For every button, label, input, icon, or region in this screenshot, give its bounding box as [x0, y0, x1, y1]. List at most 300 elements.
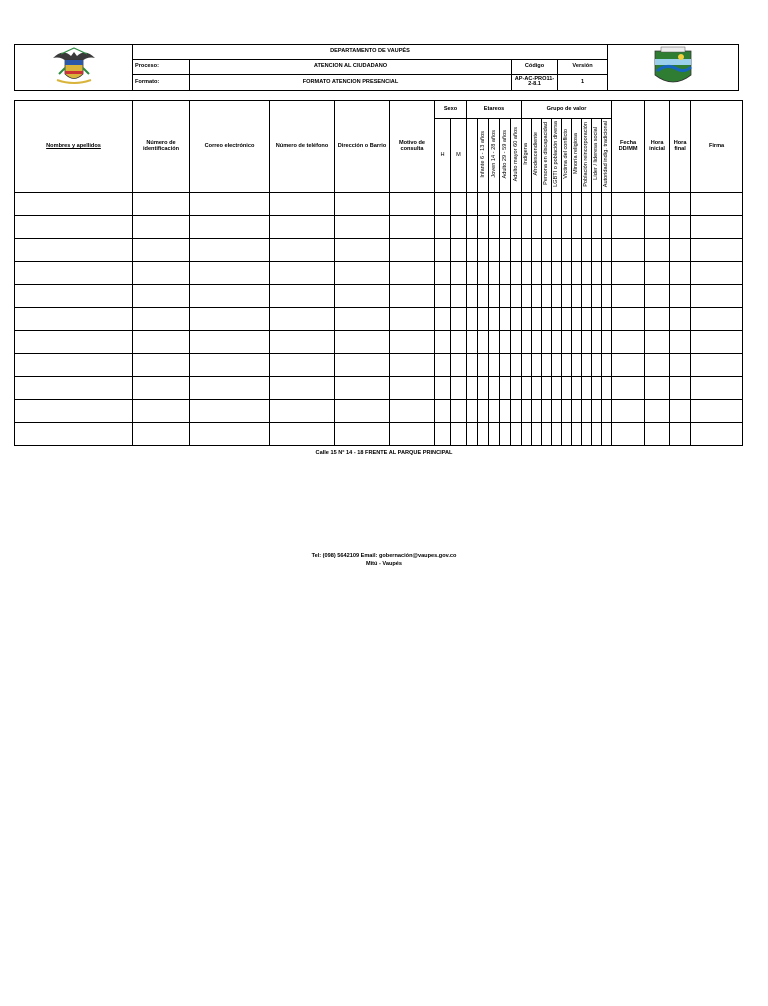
table-cell[interactable] — [612, 215, 645, 238]
table-cell[interactable] — [390, 307, 435, 330]
table-cell[interactable] — [552, 353, 562, 376]
table-cell[interactable] — [582, 307, 592, 330]
table-cell[interactable] — [645, 399, 670, 422]
table-cell[interactable] — [478, 330, 489, 353]
table-cell[interactable] — [645, 284, 670, 307]
table-cell[interactable] — [190, 422, 270, 445]
table-cell[interactable] — [542, 376, 552, 399]
table-cell[interactable] — [511, 330, 522, 353]
table-cell[interactable] — [489, 215, 500, 238]
table-cell[interactable] — [532, 215, 542, 238]
table-cell[interactable] — [691, 353, 743, 376]
table-cell[interactable] — [489, 330, 500, 353]
table-cell[interactable] — [270, 215, 335, 238]
table-cell[interactable] — [190, 215, 270, 238]
table-cell[interactable] — [582, 422, 592, 445]
table-cell[interactable] — [612, 261, 645, 284]
table-cell[interactable] — [691, 376, 743, 399]
table-cell[interactable] — [645, 353, 670, 376]
table-cell[interactable] — [467, 215, 478, 238]
table-cell[interactable] — [467, 330, 478, 353]
table-cell[interactable] — [582, 215, 592, 238]
table-cell[interactable] — [500, 422, 511, 445]
table-cell[interactable] — [133, 353, 190, 376]
col-sex-m: M — [451, 118, 467, 192]
col-sex-h: H — [435, 118, 451, 192]
table-cell[interactable] — [645, 215, 670, 238]
table-cell[interactable] — [133, 376, 190, 399]
table-cell[interactable] — [602, 399, 612, 422]
table-cell[interactable] — [612, 238, 645, 261]
table-cell[interactable] — [552, 307, 562, 330]
table-cell[interactable] — [15, 307, 133, 330]
col-date: Fecha DD/MM — [612, 100, 645, 192]
table-cell[interactable] — [572, 261, 582, 284]
table-cell[interactable] — [511, 307, 522, 330]
table-cell[interactable] — [645, 261, 670, 284]
table-cell[interactable] — [670, 215, 691, 238]
table-cell[interactable] — [562, 330, 572, 353]
table-cell[interactable] — [612, 307, 645, 330]
table-cell[interactable] — [511, 422, 522, 445]
table-cell[interactable] — [532, 238, 542, 261]
table-cell[interactable] — [270, 238, 335, 261]
table-cell[interactable] — [511, 376, 522, 399]
table-cell[interactable] — [500, 307, 511, 330]
table-cell[interactable] — [542, 215, 552, 238]
table-cell[interactable] — [467, 422, 478, 445]
table-cell[interactable] — [15, 376, 133, 399]
table-cell[interactable] — [390, 353, 435, 376]
table-cell[interactable] — [582, 330, 592, 353]
table-cell[interactable] — [190, 353, 270, 376]
table-cell[interactable] — [572, 376, 582, 399]
table-cell[interactable] — [15, 284, 133, 307]
table-cell[interactable] — [500, 238, 511, 261]
table-cell[interactable] — [562, 192, 572, 215]
table-cell[interactable] — [190, 330, 270, 353]
table-cell[interactable] — [390, 399, 435, 422]
table-cell[interactable] — [572, 353, 582, 376]
table-cell[interactable] — [133, 215, 190, 238]
table-cell[interactable] — [511, 399, 522, 422]
table-cell[interactable] — [435, 307, 451, 330]
table-cell[interactable] — [500, 192, 511, 215]
table-cell[interactable] — [670, 238, 691, 261]
table-cell[interactable] — [552, 215, 562, 238]
table-cell[interactable] — [572, 399, 582, 422]
table-cell[interactable] — [489, 399, 500, 422]
table-cell[interactable] — [270, 399, 335, 422]
table-cell[interactable] — [190, 192, 270, 215]
col-end-time: Hora final — [670, 100, 691, 192]
table-cell[interactable] — [451, 399, 467, 422]
table-cell[interactable] — [645, 422, 670, 445]
table-cell[interactable] — [190, 238, 270, 261]
table-cell[interactable] — [390, 330, 435, 353]
table-cell[interactable] — [670, 307, 691, 330]
right-logo-cell — [608, 45, 739, 91]
table-cell[interactable] — [592, 284, 602, 307]
table-cell[interactable] — [467, 192, 478, 215]
table-cell[interactable] — [542, 284, 552, 307]
table-cell[interactable] — [542, 307, 552, 330]
table-cell[interactable] — [478, 261, 489, 284]
table-cell[interactable] — [602, 284, 612, 307]
table-cell[interactable] — [435, 353, 451, 376]
table-cell[interactable] — [435, 238, 451, 261]
table-cell[interactable] — [670, 353, 691, 376]
table-cell[interactable] — [335, 307, 390, 330]
table-cell[interactable] — [582, 376, 592, 399]
table-cell[interactable] — [435, 284, 451, 307]
table-cell[interactable] — [532, 261, 542, 284]
table-cell[interactable] — [532, 353, 542, 376]
table-cell[interactable] — [335, 376, 390, 399]
table-cell[interactable] — [582, 284, 592, 307]
table-cell[interactable] — [467, 376, 478, 399]
table-cell[interactable] — [15, 215, 133, 238]
table-cell[interactable] — [435, 261, 451, 284]
table-cell[interactable] — [582, 353, 592, 376]
table-row — [15, 399, 743, 422]
table-cell[interactable] — [451, 284, 467, 307]
table-cell[interactable] — [511, 192, 522, 215]
table-cell[interactable] — [133, 284, 190, 307]
table-cell[interactable] — [602, 376, 612, 399]
table-cell[interactable] — [532, 192, 542, 215]
table-cell[interactable] — [435, 376, 451, 399]
table-cell[interactable] — [522, 353, 532, 376]
table-cell[interactable] — [532, 376, 542, 399]
table-cell[interactable] — [500, 330, 511, 353]
table-cell[interactable] — [612, 399, 645, 422]
table-cell[interactable] — [489, 192, 500, 215]
table-cell[interactable] — [522, 422, 532, 445]
table-cell[interactable] — [133, 399, 190, 422]
table-cell[interactable] — [478, 284, 489, 307]
table-cell[interactable] — [522, 307, 532, 330]
table-cell[interactable] — [670, 422, 691, 445]
table-cell[interactable] — [691, 238, 743, 261]
table-cell[interactable] — [500, 353, 511, 376]
table-cell[interactable] — [270, 261, 335, 284]
table-cell[interactable] — [602, 307, 612, 330]
table-cell[interactable] — [522, 376, 532, 399]
table-cell[interactable] — [582, 238, 592, 261]
table-cell[interactable] — [390, 238, 435, 261]
table-cell[interactable] — [602, 238, 612, 261]
table-cell[interactable] — [542, 353, 552, 376]
table-cell[interactable] — [270, 330, 335, 353]
table-cell[interactable] — [592, 330, 602, 353]
table-cell[interactable] — [552, 330, 562, 353]
table-cell[interactable] — [335, 261, 390, 284]
table-cell[interactable] — [645, 192, 670, 215]
table-cell[interactable] — [451, 307, 467, 330]
table-cell[interactable] — [691, 192, 743, 215]
table-cell[interactable] — [489, 261, 500, 284]
table-cell[interactable] — [552, 376, 562, 399]
table-cell[interactable] — [133, 307, 190, 330]
table-cell[interactable] — [582, 399, 592, 422]
table-cell[interactable] — [592, 238, 602, 261]
table-cell[interactable] — [15, 330, 133, 353]
table-cell[interactable] — [552, 422, 562, 445]
col-age-senior: Adulto mayor 60 años — [511, 118, 522, 192]
table-cell[interactable] — [691, 422, 743, 445]
table-cell[interactable] — [467, 399, 478, 422]
table-cell[interactable] — [270, 376, 335, 399]
table-cell[interactable] — [435, 422, 451, 445]
table-cell[interactable] — [691, 307, 743, 330]
table-cell[interactable] — [478, 376, 489, 399]
table-cell[interactable] — [435, 192, 451, 215]
table-cell[interactable] — [451, 376, 467, 399]
table-cell[interactable] — [572, 422, 582, 445]
table-cell[interactable] — [532, 422, 542, 445]
table-cell[interactable] — [602, 422, 612, 445]
table-cell[interactable] — [562, 399, 572, 422]
table-cell[interactable] — [542, 330, 552, 353]
table-cell[interactable] — [552, 284, 562, 307]
table-cell[interactable] — [612, 284, 645, 307]
left-logo-cell — [15, 45, 133, 91]
table-cell[interactable] — [691, 261, 743, 284]
table-cell[interactable] — [532, 284, 542, 307]
table-cell[interactable] — [612, 353, 645, 376]
table-cell[interactable] — [532, 330, 542, 353]
table-cell[interactable] — [572, 330, 582, 353]
table-cell[interactable] — [612, 192, 645, 215]
table-cell[interactable] — [511, 261, 522, 284]
table-cell[interactable] — [532, 307, 542, 330]
table-cell[interactable] — [190, 376, 270, 399]
table-cell[interactable] — [511, 238, 522, 261]
table-cell[interactable] — [602, 215, 612, 238]
table-cell[interactable] — [602, 330, 612, 353]
table-cell[interactable] — [645, 238, 670, 261]
table-cell[interactable] — [190, 284, 270, 307]
table-cell[interactable] — [451, 215, 467, 238]
table-cell[interactable] — [133, 238, 190, 261]
table-cell[interactable] — [670, 376, 691, 399]
table-cell[interactable] — [552, 192, 562, 215]
table-cell[interactable] — [532, 399, 542, 422]
table-cell[interactable] — [522, 399, 532, 422]
table-cell[interactable] — [500, 376, 511, 399]
table-cell[interactable] — [435, 399, 451, 422]
table-cell[interactable] — [542, 261, 552, 284]
table-cell[interactable] — [602, 192, 612, 215]
table-cell[interactable] — [542, 422, 552, 445]
table-cell[interactable] — [270, 353, 335, 376]
table-cell[interactable] — [335, 330, 390, 353]
footer-contact — [0, 553, 768, 568]
table-cell[interactable] — [390, 192, 435, 215]
col-age-adult: Adulto 29 - 59 años — [500, 118, 511, 192]
table-cell[interactable] — [602, 353, 612, 376]
table-cell[interactable] — [15, 399, 133, 422]
table-cell[interactable] — [15, 192, 133, 215]
table-cell[interactable] — [592, 353, 602, 376]
table-cell[interactable] — [500, 399, 511, 422]
table-cell[interactable] — [451, 192, 467, 215]
table-cell[interactable] — [670, 261, 691, 284]
table-cell[interactable] — [190, 399, 270, 422]
table-cell[interactable] — [500, 215, 511, 238]
table-cell[interactable] — [489, 353, 500, 376]
table-cell[interactable] — [522, 330, 532, 353]
table-cell[interactable] — [500, 261, 511, 284]
table-cell[interactable] — [489, 284, 500, 307]
format-label: Formato: — [133, 75, 190, 90]
table-cell[interactable] — [592, 192, 602, 215]
table-cell[interactable] — [190, 307, 270, 330]
table-cell[interactable] — [562, 238, 572, 261]
table-cell[interactable] — [511, 353, 522, 376]
table-cell[interactable] — [489, 307, 500, 330]
table-cell[interactable] — [335, 192, 390, 215]
table-cell[interactable] — [467, 261, 478, 284]
table-cell[interactable] — [478, 353, 489, 376]
table-cell[interactable] — [542, 399, 552, 422]
table-cell[interactable] — [15, 238, 133, 261]
table-cell[interactable] — [511, 215, 522, 238]
table-cell[interactable] — [451, 238, 467, 261]
table-cell[interactable] — [612, 376, 645, 399]
table-cell[interactable] — [478, 215, 489, 238]
table-cell[interactable] — [467, 284, 478, 307]
table-cell[interactable] — [390, 422, 435, 445]
table-cell[interactable] — [562, 353, 572, 376]
table-cell[interactable] — [592, 215, 602, 238]
table-cell[interactable] — [691, 284, 743, 307]
table-cell[interactable] — [451, 353, 467, 376]
table-cell[interactable] — [478, 422, 489, 445]
table-cell[interactable] — [435, 215, 451, 238]
table-cell[interactable] — [15, 422, 133, 445]
table-cell[interactable] — [190, 261, 270, 284]
table-cell[interactable] — [552, 399, 562, 422]
table-cell[interactable] — [15, 261, 133, 284]
table-cell[interactable] — [670, 399, 691, 422]
table-cell[interactable] — [670, 330, 691, 353]
table-cell[interactable] — [133, 422, 190, 445]
table-cell[interactable] — [390, 215, 435, 238]
table-cell[interactable] — [592, 422, 602, 445]
table-cell[interactable] — [335, 215, 390, 238]
table-cell[interactable] — [691, 330, 743, 353]
table-cell[interactable] — [467, 307, 478, 330]
table-cell[interactable] — [552, 261, 562, 284]
table-cell[interactable] — [511, 284, 522, 307]
table-cell[interactable] — [582, 192, 592, 215]
table-cell[interactable] — [390, 376, 435, 399]
table-cell[interactable] — [645, 330, 670, 353]
table-cell[interactable] — [133, 192, 190, 215]
table-cell[interactable] — [478, 307, 489, 330]
coat-of-arms-icon — [51, 46, 97, 86]
table-cell[interactable] — [335, 422, 390, 445]
table-cell[interactable] — [478, 192, 489, 215]
table-cell[interactable] — [572, 307, 582, 330]
table-cell[interactable] — [572, 284, 582, 307]
table-cell[interactable] — [562, 307, 572, 330]
table-cell[interactable] — [467, 238, 478, 261]
table-cell[interactable] — [612, 330, 645, 353]
table-cell[interactable] — [335, 399, 390, 422]
table-cell[interactable] — [467, 353, 478, 376]
table-row — [15, 376, 743, 399]
table-cell[interactable] — [478, 238, 489, 261]
table-cell[interactable] — [542, 238, 552, 261]
table-cell[interactable] — [489, 376, 500, 399]
table-cell[interactable] — [522, 238, 532, 261]
table-cell[interactable] — [335, 353, 390, 376]
table-cell[interactable] — [522, 215, 532, 238]
table-cell[interactable] — [435, 330, 451, 353]
table-cell[interactable] — [602, 261, 612, 284]
table-cell[interactable] — [270, 307, 335, 330]
table-cell[interactable] — [335, 284, 390, 307]
table-cell[interactable] — [522, 261, 532, 284]
table-cell[interactable] — [592, 307, 602, 330]
table-cell[interactable] — [451, 422, 467, 445]
col-value-victim: Víctima del conflicto — [562, 118, 572, 192]
table-cell[interactable] — [478, 399, 489, 422]
table-cell[interactable] — [489, 238, 500, 261]
table-cell[interactable] — [562, 215, 572, 238]
table-cell[interactable] — [390, 284, 435, 307]
table-cell[interactable] — [500, 284, 511, 307]
table-cell[interactable] — [572, 238, 582, 261]
table-cell[interactable] — [390, 261, 435, 284]
table-cell[interactable] — [522, 192, 532, 215]
table-cell[interactable] — [562, 376, 572, 399]
table-cell[interactable] — [691, 399, 743, 422]
table-cell[interactable] — [133, 330, 190, 353]
table-cell[interactable] — [592, 376, 602, 399]
table-cell[interactable] — [270, 192, 335, 215]
table-cell[interactable] — [612, 422, 645, 445]
table-cell[interactable] — [15, 353, 133, 376]
table-cell[interactable] — [562, 284, 572, 307]
table-cell[interactable] — [562, 261, 572, 284]
table-cell[interactable] — [572, 192, 582, 215]
table-cell[interactable] — [522, 284, 532, 307]
table-cell[interactable] — [645, 307, 670, 330]
table-cell[interactable] — [552, 238, 562, 261]
table-cell[interactable] — [489, 422, 500, 445]
table-cell[interactable] — [270, 422, 335, 445]
table-cell[interactable] — [451, 261, 467, 284]
table-cell[interactable] — [691, 215, 743, 238]
table-cell[interactable] — [645, 376, 670, 399]
table-cell[interactable] — [270, 284, 335, 307]
table-cell[interactable] — [582, 261, 592, 284]
table-cell[interactable] — [572, 215, 582, 238]
table-cell[interactable] — [562, 422, 572, 445]
table-cell[interactable] — [670, 284, 691, 307]
table-cell[interactable] — [592, 261, 602, 284]
table-cell[interactable] — [133, 261, 190, 284]
table-cell[interactable] — [542, 192, 552, 215]
table-cell[interactable] — [592, 399, 602, 422]
table-cell[interactable] — [451, 330, 467, 353]
table-cell[interactable] — [670, 192, 691, 215]
table-cell[interactable] — [335, 238, 390, 261]
